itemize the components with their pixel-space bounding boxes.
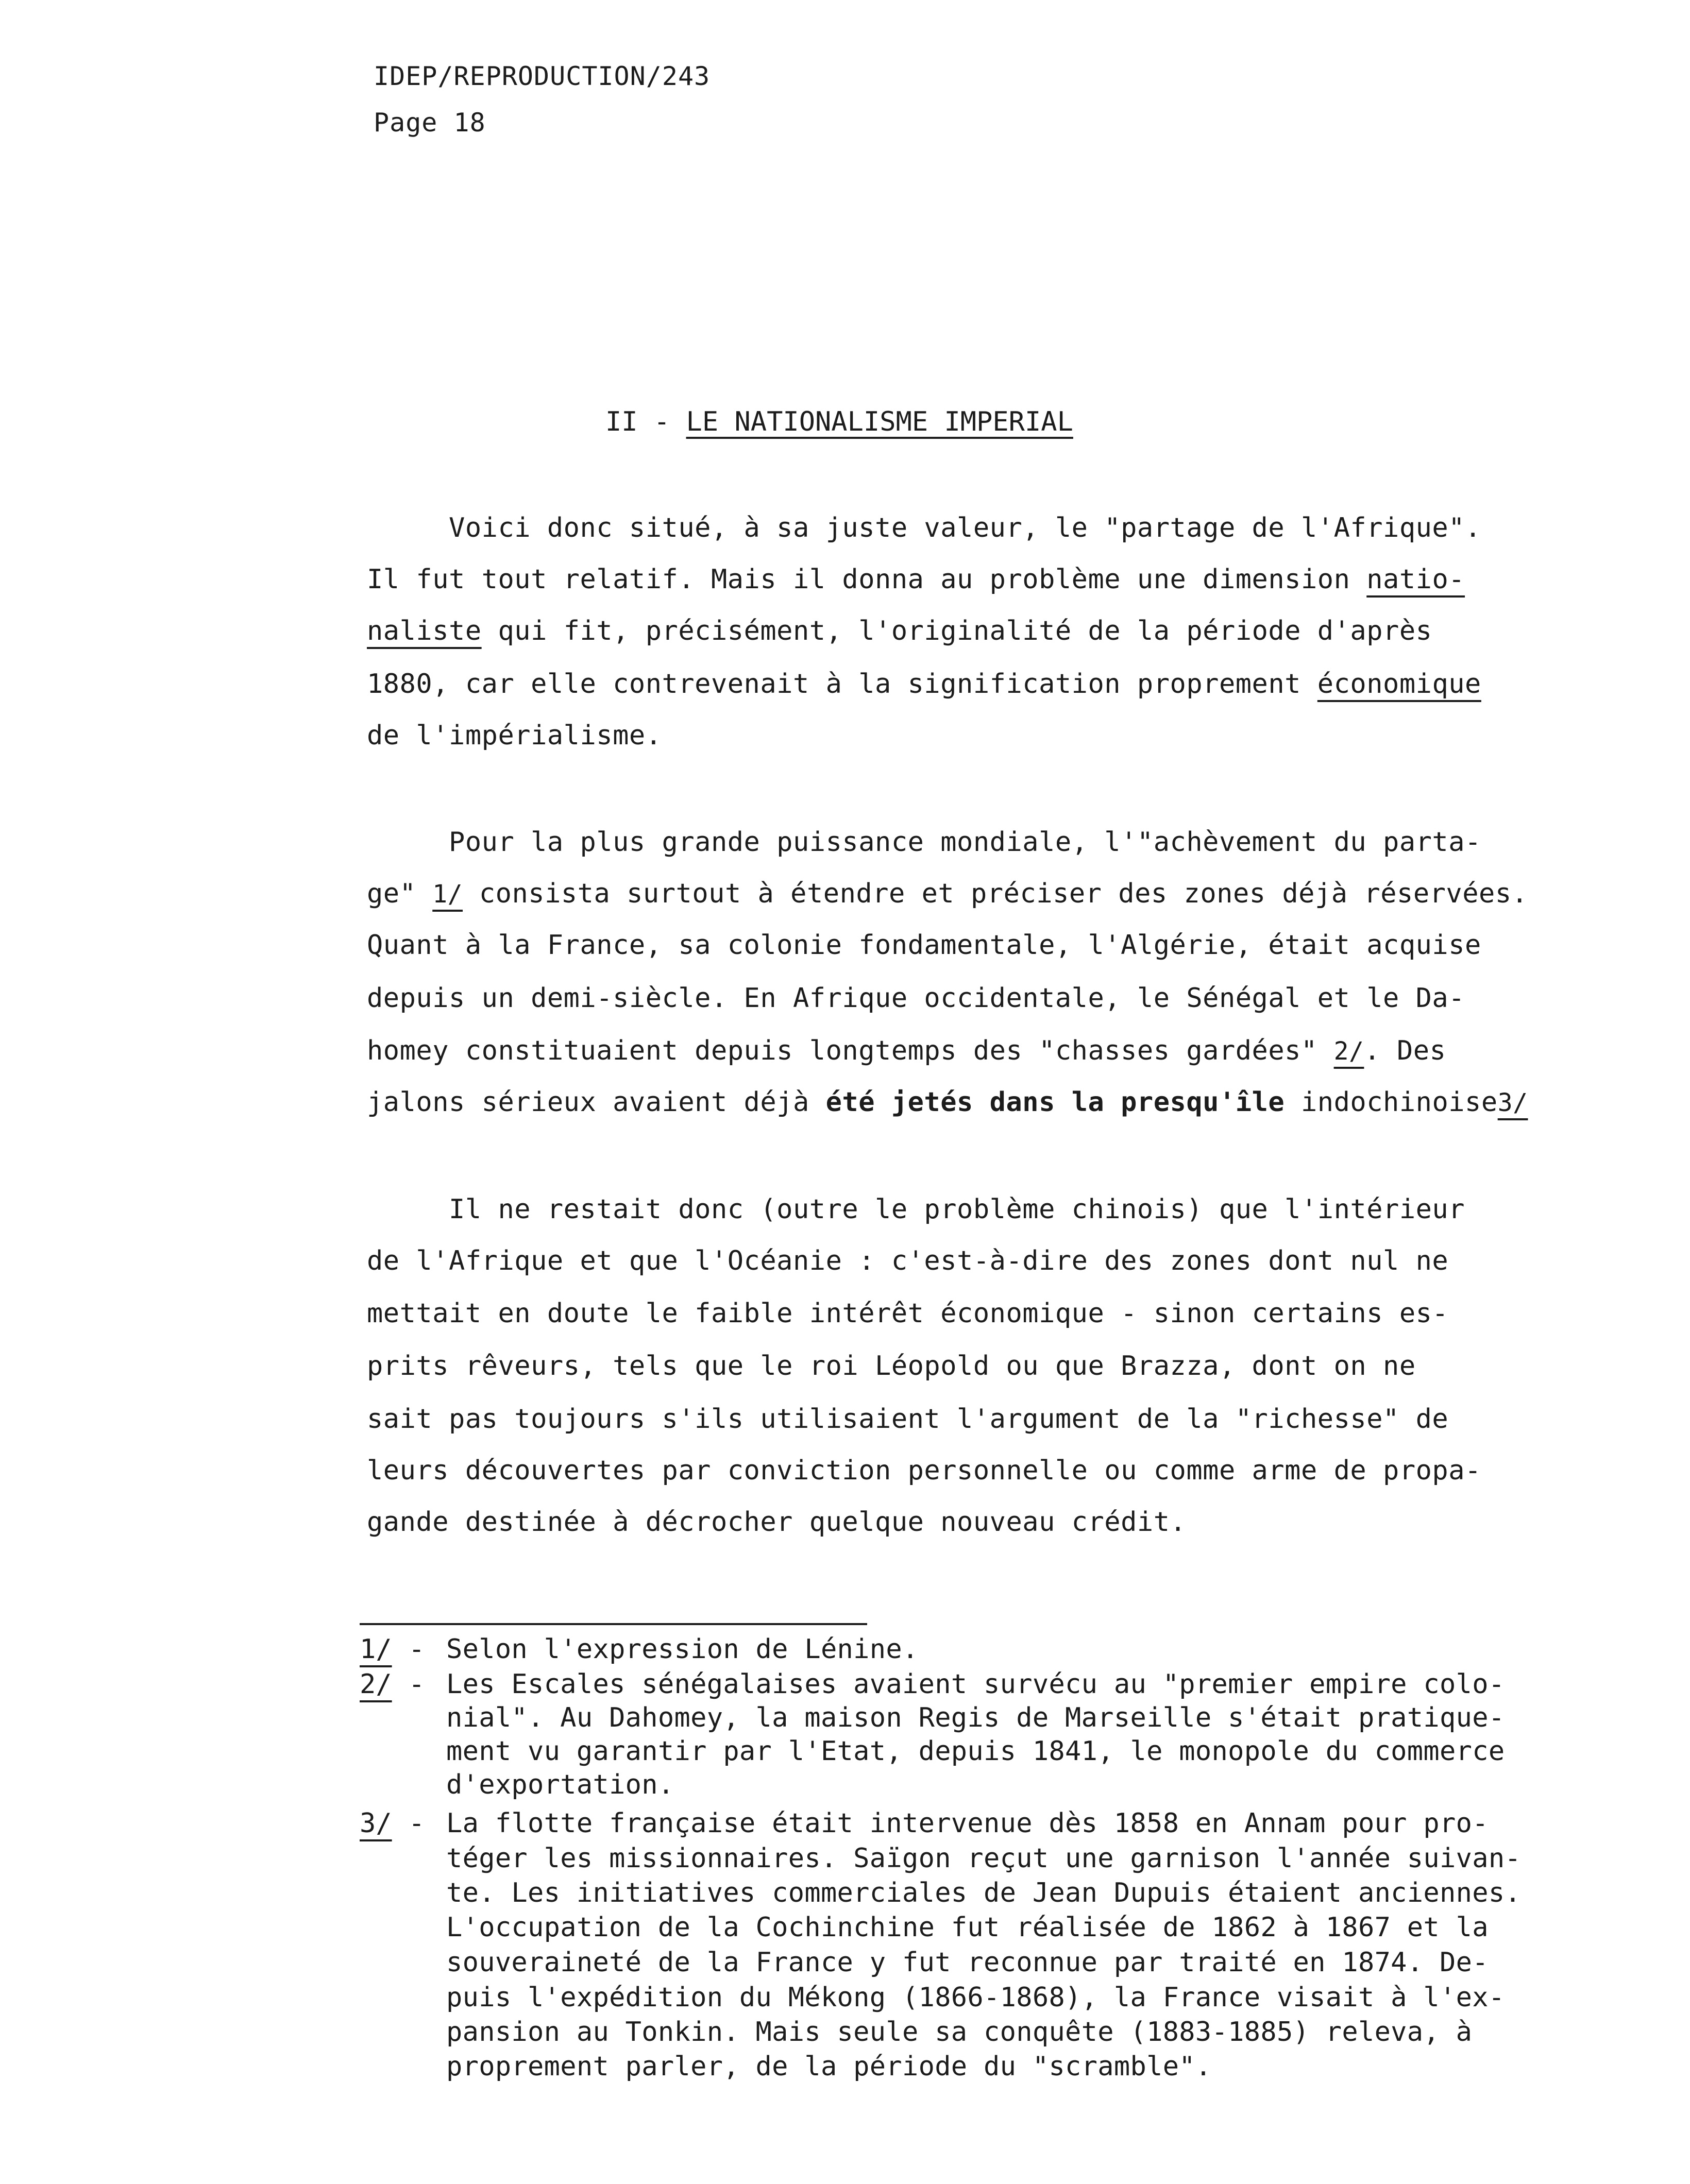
footnote-line: La flotte française était intervenue dès 1858 en Annam pour pro- bbox=[446, 1808, 1489, 1839]
paragraph-line bbox=[367, 878, 1528, 910]
bold-text: été jetés dans la presqu'île bbox=[825, 1087, 1285, 1118]
paragraph-line: gande destinée à décrocher quelque nouveau crédit. bbox=[367, 1507, 1187, 1538]
paragraph-line bbox=[367, 1035, 1446, 1067]
paragraph-line: prits rêveurs, tels que le roi Léopold ou que Brazza, dont on ne bbox=[367, 1351, 1416, 1381]
paragraph-line: Il ne restait donc (outre le problème chinois) que l'intérieur bbox=[367, 1194, 1465, 1225]
footnote-line: téger les missionnaires. Saïgon reçut une garnison l'année suivan- bbox=[446, 1843, 1522, 1874]
page-number: Page 18 bbox=[374, 108, 486, 138]
footnote-reference[interactable]: 3/ bbox=[1497, 1088, 1528, 1117]
line-text: homey constituaient depuis longtemps des "chasses gardées" bbox=[367, 1035, 1334, 1066]
footnote-line: Les Escales sénégalaises avaient survécu au "premier empire colo- bbox=[446, 1669, 1505, 1700]
paragraph-line: de l'impérialisme. bbox=[367, 720, 662, 751]
footnote-line: puis l'expédition du Mékong (1866-1868), la France visait à l'ex- bbox=[446, 1982, 1505, 2013]
paragraph-line: Quant à la France, sa colonie fondamentale, l'Algérie, était acquise bbox=[367, 930, 1481, 961]
footnote-line: nial". Au Dahomey, la maison Regis de Marseille s'était pratique- bbox=[446, 1702, 1505, 1733]
line-text: 1880, car elle contrevenait à la signification proprement bbox=[367, 669, 1317, 699]
paragraph-line: depuis un demi-siècle. En Afrique occidentale, le Sénégal et le Da- bbox=[367, 983, 1465, 1014]
paragraph-line: mettait en doute le faible intérêt économique - sinon certains es- bbox=[367, 1298, 1449, 1329]
footnote-dash: - bbox=[409, 1808, 425, 1839]
footnote-line: pansion au Tonkin. Mais seule sa conquête (1883-1885) releva, à bbox=[446, 2017, 1473, 2048]
line-text: indochinoise bbox=[1285, 1087, 1498, 1118]
footnote-line: souveraineté de la France y fut reconnue par traité en 1874. De- bbox=[446, 1947, 1489, 1978]
line-text: jalons sérieux avaient déjà bbox=[367, 1087, 826, 1118]
line-text: Il fut tout relatif. Mais il donna au problème une dimension bbox=[367, 564, 1367, 595]
line-text: qui fit, précisément, l'originalité de la période d'après bbox=[481, 616, 1432, 646]
footnote-number: 2/ bbox=[360, 1669, 392, 1700]
section-title: LE NATIONALISME IMPERIAL bbox=[686, 406, 1073, 437]
footnote-number: 3/ bbox=[360, 1808, 392, 1839]
footnote-line: Selon l'expression de Lénine. bbox=[446, 1634, 919, 1665]
footnote-dash: - bbox=[409, 1669, 425, 1700]
footnote-line: L'occupation de la Cochinchine fut réalisée de 1862 à 1867 et la bbox=[446, 1912, 1489, 1943]
paragraph-line: sait pas toujours s'ils utilisaient l'argument de la "richesse" de bbox=[367, 1404, 1449, 1435]
footnote-dash: - bbox=[409, 1634, 425, 1665]
line-text: consista surtout à étendre et préciser des zones déjà réservées. bbox=[463, 878, 1528, 909]
underlined-word: économique bbox=[1317, 669, 1481, 699]
document-reference: IDEP/REPRODUCTION/243 bbox=[374, 61, 711, 91]
underlined-word: naliste bbox=[367, 616, 482, 646]
paragraph-line: de l'Afrique et que l'Océanie : c'est-à-dire des zones dont nul ne bbox=[367, 1245, 1449, 1276]
paragraph-line: Voici donc situé, à sa juste valeur, le "partage de l'Afrique". bbox=[367, 513, 1481, 543]
paragraph-line bbox=[367, 1087, 1528, 1118]
paragraph-line bbox=[367, 564, 1465, 595]
paragraph-line bbox=[367, 669, 1481, 699]
paragraph-line bbox=[367, 616, 1432, 646]
footnote-reference[interactable]: 2/ bbox=[1333, 1037, 1364, 1066]
footnote-reference[interactable]: 1/ bbox=[432, 880, 463, 909]
footnote-line: d'exportation. bbox=[446, 1769, 674, 1800]
paragraph-line: leurs découvertes par conviction personnelle ou comme arme de propa- bbox=[367, 1455, 1481, 1486]
footnote-separator bbox=[360, 1623, 867, 1625]
underlined-word: natio- bbox=[1366, 564, 1465, 595]
footnote-line: proprement parler, de la période du "scramble". bbox=[446, 2051, 1212, 2082]
footnote-number: 1/ bbox=[360, 1634, 392, 1665]
footnote-line: te. Les initiatives commerciales de Jean Dupuis étaient anciennes. bbox=[446, 1878, 1522, 1908]
footnote-line: ment vu garantir par l'Etat, depuis 1841, le monopole du commerce bbox=[446, 1736, 1505, 1767]
section-heading bbox=[605, 406, 1073, 438]
line-text: ge" bbox=[367, 878, 433, 909]
line-text: . Des bbox=[1364, 1035, 1446, 1066]
section-number: II - bbox=[605, 406, 686, 437]
paragraph-line: Pour la plus grande puissance mondiale, l'"achèvement du parta- bbox=[367, 827, 1481, 858]
